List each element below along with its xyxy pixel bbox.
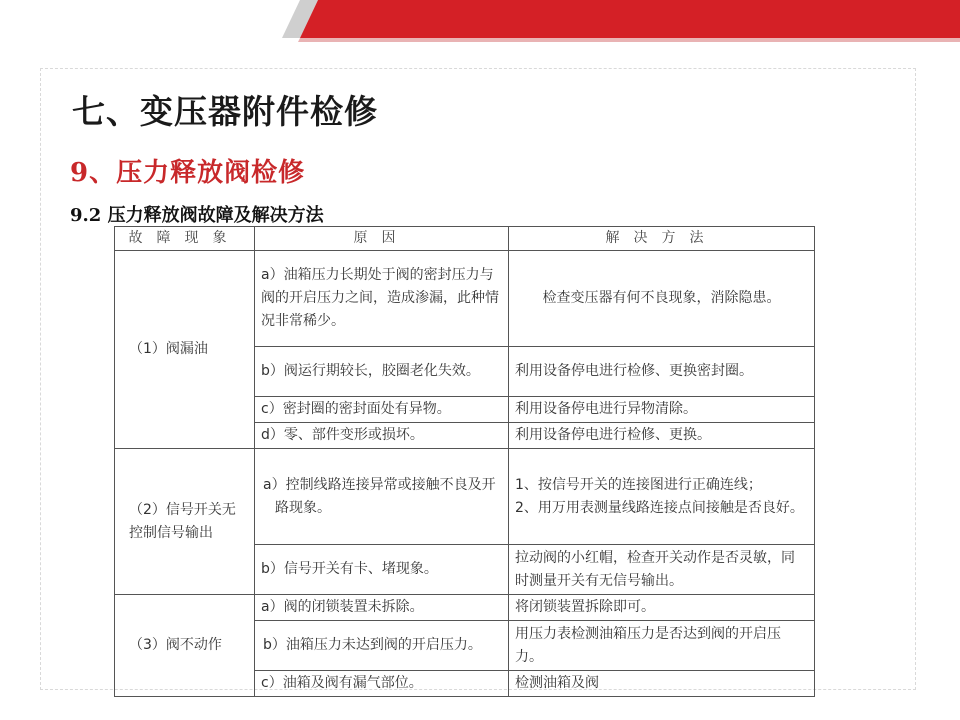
header-symptom: 故障现象 [115,227,255,251]
cause-cell: c）油箱及阀有漏气部位。 [255,671,509,697]
cause-cell: b）油箱压力未达到阀的开启压力。 [255,621,509,671]
table-header-row [115,227,815,251]
cause-cell: b）信号开关有卡、堵现象。 [255,545,509,595]
header-solution: 解决方法 [509,227,815,251]
section-title: 9、压力释放阀检修 [70,158,306,188]
solution-cell: 用压力表检测油箱压力是否达到阀的开启压力。 [509,621,815,671]
table-row [115,251,815,347]
symptom-cell: （3）阀不动作 [115,595,255,697]
cause-cell: a）控制线路连接异常或接触不良及开路现象。 [255,449,509,545]
table-row [115,449,815,545]
solution-cell: 利用设备停电进行检修、更换。 [509,423,815,449]
solution-line: 1、按信号开关的连接图进行正确连线； [515,476,762,493]
table-row [115,595,815,621]
cause-cell: d）零、部件变形或损坏。 [255,423,509,449]
symptom-cell: （2）信号开关无控制信号输出 [115,449,255,595]
cause-cell: b）阀运行期较长，胶圈老化失效。 [255,347,509,397]
fault-table [114,226,815,697]
solution-cell: 拉动阀的小红帽，检查开关动作是否灵敏，同时测量开关有无信号输出。 [509,545,815,595]
symptom-cell: （1）阀漏油 [115,251,255,449]
table-caption: 9.2 压力释放阀故障及解决方法 [70,205,324,226]
header-decoration [0,0,960,44]
solution-cell: 将闭锁装置拆除即可。 [509,595,815,621]
cause-cell: a）油箱压力长期处于阀的密封压力与阀的开启压力之间，造成渗漏，此种情况非常稀少。 [255,251,509,347]
header-cause: 原因 [255,227,509,251]
header-red-band [300,0,960,38]
solution-cell: 利用设备停电进行异物清除。 [509,397,815,423]
solution-line: 2、用万用表测量线路连接点间接触是否良好。 [515,499,804,516]
solution-cell: 利用设备停电进行检修、更换密封圈。 [509,347,815,397]
solution-cell: 检查变压器有何不良现象，消除隐患。 [509,251,815,347]
cause-cell: c）密封圈的密封面处有异物。 [255,397,509,423]
header-red-shadow [298,38,960,42]
solution-cell [509,449,815,545]
cause-cell: a）阀的闭锁装置未拆除。 [255,595,509,621]
slide-title: 七、变压器附件检修 [72,92,378,131]
solution-cell: 检测油箱及阀 [509,671,815,697]
